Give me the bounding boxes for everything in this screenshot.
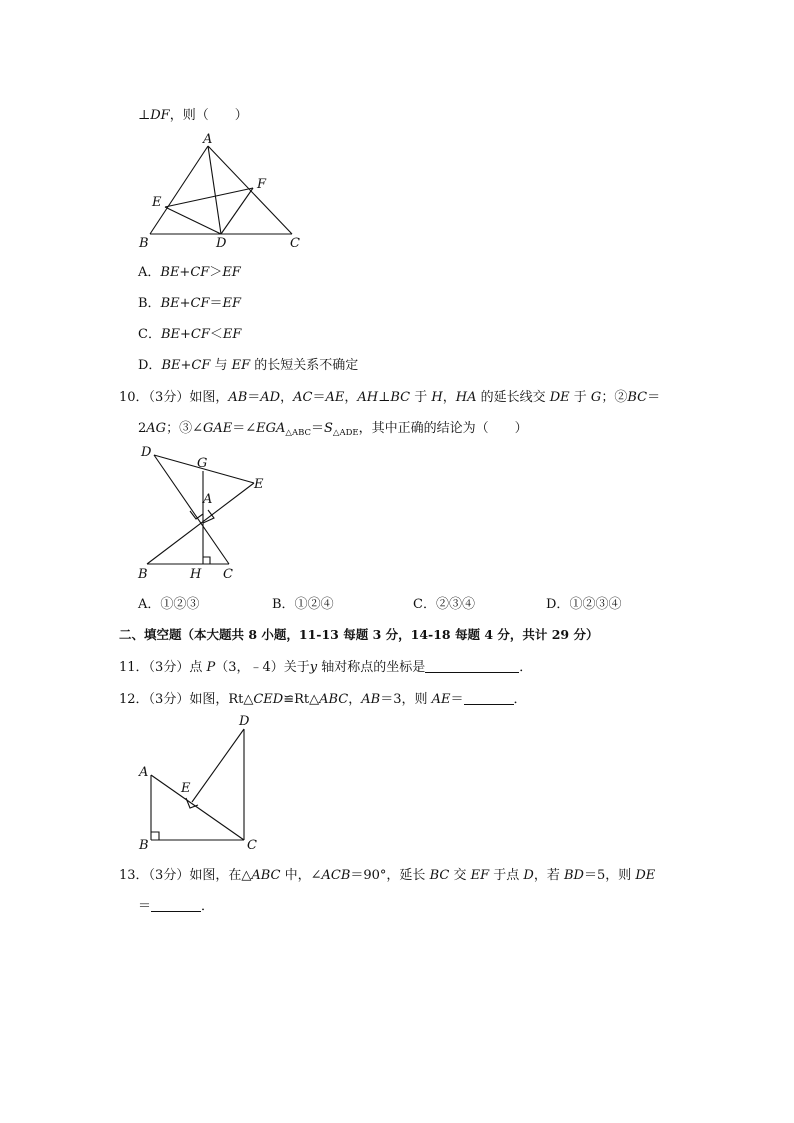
q12-label-a: A [139,765,149,780]
q12-label-c: C [247,838,257,853]
q12-label-d: D [239,714,250,729]
q13-answer-blank[interactable] [151,898,201,912]
q9-stem-tail: ⊥DF，则（ ） [138,108,248,123]
q11-stem: 11．（3分）点 P（3，﹣4）关于y 轴对称点的坐标是 ． [119,660,533,675]
q10-label-d: D [141,445,152,460]
q10-option-d[interactable]: D．①②③④ [546,597,622,612]
q10-label-e: E [254,477,264,492]
q13-stem-line1: 13．（3分）如图，在△ABC 中，∠ACB＝90°，延长 BC 交 EF 于点 D，若 BD＝5，则 DE [119,868,656,883]
q10-label-g: G [197,456,208,471]
q9-label-b: B [139,236,149,251]
q10-label-a: A [203,492,213,507]
q10-option-a[interactable]: A．①②③ [138,597,200,612]
q9-option-c[interactable]: C．BE+CF＜EF [138,327,242,342]
q12-stem: 12．（3分）如图，Rt△CED≌Rt△ABC，AB＝3，则 AE＝ ． [119,692,527,707]
q12-label-e: E [181,781,191,796]
q12-label-b: B [139,838,149,853]
q9-label-a: A [203,132,213,147]
q10-label-h: H [190,567,202,582]
q10-label-c: C [223,567,233,582]
section-heading-fill-in: 二、填空题（本大题共 8 小题，11-13 每题 3 分，14-18 每题 4 分，共计 29 分） [119,627,599,642]
q9-label-c: C [290,236,300,251]
q9-label-e: E [152,195,162,210]
q10-label-b: B [138,567,148,582]
q10-stem-line1: 10．（3分）如图，AB＝AD，AC＝AE，AH⊥BC 于 H，HA 的延长线交 DE 于 G；②BC＝ [119,390,661,405]
q9-option-d[interactable]: D．BE+CF 与 EF 的长短关系不确定 [138,358,359,373]
q9-option-a[interactable]: A．BE+CF＞EF [138,265,241,280]
q10-option-c[interactable]: C．②③④ [413,597,475,612]
q13-stem-line2: ＝ ． [138,899,215,914]
q10-option-b[interactable]: B．①②④ [272,597,334,612]
q9-label-f: F [257,177,267,192]
q9-label-d: D [216,236,227,251]
q10-stem-line2: 2AG；$③\angle GAE=\angle EGA_{\triangle ABC}=S_{\triangle ADE}$，其中正确的结论为（ ） [138,421,528,438]
q9-option-b[interactable]: B．BE+CF＝EF [138,296,241,311]
